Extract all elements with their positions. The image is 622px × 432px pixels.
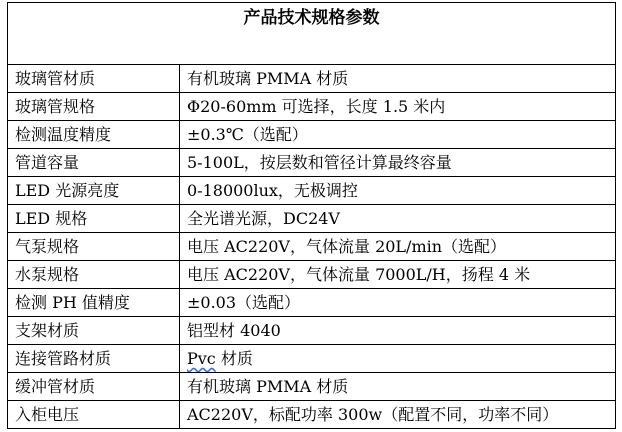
param-name: 气泵规格 [8, 233, 180, 261]
param-name: 入柜电压 [8, 401, 180, 429]
param-value: 5-100L，按层数和管径计算最终容量 [180, 149, 616, 177]
param-value: 有机玻璃 PMMA 材质 [180, 373, 616, 401]
table-row [8, 93, 616, 121]
table-row [8, 317, 616, 345]
param-name: 玻璃管材质 [8, 65, 180, 93]
table-row [8, 65, 616, 93]
spec-table [7, 2, 616, 429]
param-value [180, 345, 616, 373]
table-row [8, 289, 616, 317]
param-name: 缓冲管材质 [8, 373, 180, 401]
table-row [8, 233, 616, 261]
table-row [8, 149, 616, 177]
table-row [8, 373, 616, 401]
param-name: 玻璃管规格 [8, 93, 180, 121]
param-name: 支架材质 [8, 317, 180, 345]
param-value-rest: 材质 [215, 349, 253, 368]
param-value: ±0.03（选配） [180, 289, 616, 317]
spellcheck-underlined-text: Pvc [187, 349, 216, 368]
table-title: 产品技术规格参数 [8, 3, 616, 65]
table-row [8, 345, 616, 373]
table-title-row [8, 3, 616, 65]
param-value: 电压 AC220V，气体流量 20L/min（选配） [180, 233, 616, 261]
param-value: 铝型材 4040 [180, 317, 616, 345]
param-value: ±0.3℃（选配） [180, 121, 616, 149]
table-row [8, 261, 616, 289]
param-name: 管道容量 [8, 149, 180, 177]
table-row [8, 401, 616, 429]
param-name: 水泵规格 [8, 261, 180, 289]
param-name: LED 规格 [8, 205, 180, 233]
param-value: 全光谱光源，DC24V [180, 205, 616, 233]
param-name: 连接管路材质 [8, 345, 180, 373]
param-name: LED 光源亮度 [8, 177, 180, 205]
param-value: 0-18000lux，无极调控 [180, 177, 616, 205]
param-value: 有机玻璃 PMMA 材质 [180, 65, 616, 93]
param-value: AC220V，标配功率 300w（配置不同，功率不同） [180, 401, 616, 429]
param-value: 电压 AC220V，气体流量 7000L/H，扬程 4 米 [180, 261, 616, 289]
table-row [8, 121, 616, 149]
param-name: 检测 PH 值精度 [8, 289, 180, 317]
param-name: 检测温度精度 [8, 121, 180, 149]
table-row [8, 205, 616, 233]
table-row [8, 177, 616, 205]
param-value: Φ20-60mm 可选择，长度 1.5 米内 [180, 93, 616, 121]
